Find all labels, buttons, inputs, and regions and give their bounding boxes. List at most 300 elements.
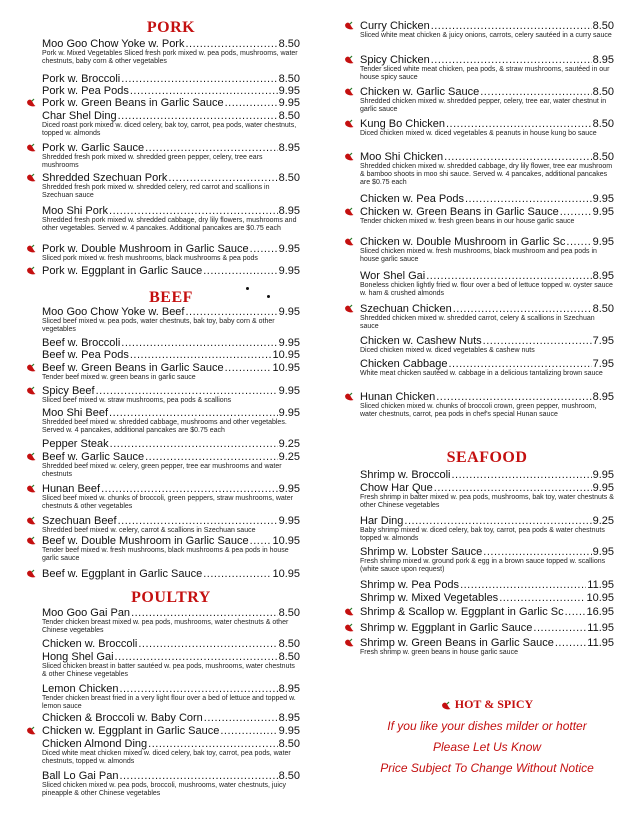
pepper-icon [26,173,36,183]
menu-item [42,638,300,650]
menu-item-name: Moo Shi Chicken [360,151,444,163]
menu-item [360,270,614,298]
menu-item-name: Shrimp & Scallop w. Eggplant in Garlic Sc [360,606,564,618]
menu-item [360,54,614,82]
menu-item-line [360,579,614,591]
menu-item-name: Pork w. Green Beans in Garlic Sauce [42,97,224,109]
pepper-icon [344,119,354,129]
menu-item-line [42,97,300,109]
menu-item-name: Lemon Chicken [42,683,119,695]
menu-item [42,607,300,635]
menu-item [42,362,300,382]
menu-item-line [42,712,300,724]
dot-leader [483,546,591,558]
menu-item-line [360,86,614,98]
menu-item-name: Szechuan Beef [42,515,117,527]
dot-leader [220,725,277,737]
menu-item-price: 10.95 [272,349,300,361]
menu-item-name: Moo Goo Chow Yoke w. Pork [42,38,185,50]
dot-leader [109,407,278,419]
menu-item-price: 16.95 [586,606,614,618]
menu-item-name: Szechuan Chicken [360,303,452,315]
menu-item-name: Shrimp w. Pea Pods [360,579,460,591]
menu-item-price: 8.50 [278,770,300,782]
menu-item [360,206,614,226]
menu-item [42,438,300,450]
dot-leader [130,349,272,361]
dot-leader [453,303,592,315]
menu-item [360,303,614,331]
menu-item-description: Sliced chicken mixed w. chunks of broccoli crown, green pepper, mushroom, water chestnuts, carrot, pea pods in chef's special Hunan sauce [360,403,597,418]
menu-item-name: Beef w. Eggplant in Garlic Sauce [42,568,203,580]
dot-leader [225,97,278,109]
dot-leader [119,770,277,782]
menu-item-name: Beef w. Green Beans in Garlic Sauce [42,362,224,374]
menu-item-line [360,118,614,130]
menu-item-line [42,438,300,450]
dot-leader [451,469,591,481]
dot-leader [131,607,278,619]
menu-item-name: Chicken w. Cashew Nuts [360,335,482,347]
menu-item-description: Sliced white meat chicken & juicy onions, carrots, celery sautéed in a curry sauce [360,32,612,39]
menu-item-name: Chicken w. Garlic Sauce [360,86,480,98]
menu-item-description: Tender beef mixed w. fresh mushrooms, black mushrooms & pea pods in house garlic sauce [42,547,289,562]
dot-leader [101,483,277,495]
menu-item-description: Sliced pork mixed w. fresh mushrooms, black mushrooms & pea pods [42,255,258,262]
menu-item-line [42,362,300,374]
menu-item-price: 8.50 [278,110,300,122]
menu-item-price: 9.95 [278,483,300,495]
dot-leader [121,337,277,349]
dot-leader [115,651,278,663]
menu-item-price: 9.95 [278,725,300,737]
menu-item [360,469,614,481]
pepper-icon [344,638,354,648]
menu-item-description: Diced roast pork mixed w. diced celery, bak toy, carrot, pea pods, water chestnuts, topped w. almonds [42,122,297,137]
menu-item-line [360,622,614,634]
menu-item-price: 9.95 [278,243,300,255]
menu-item-description: Tender chicken breast mixed w. pea pods, mushrooms, water chestnuts & other Chinese vegetables [42,619,289,634]
menu-item-name: Chicken & Broccoli w. Baby Corn [42,712,203,724]
menu-item-line [42,85,300,97]
menu-item-line [360,303,614,315]
dot-leader [203,265,277,277]
let-us-know-note: Please Let Us Know [432,740,542,754]
dot-leader [555,637,586,649]
menu-item [42,683,300,711]
pepper-icon [344,87,354,97]
menu-item-line [360,515,614,527]
menu-item-description: Shredded chicken mixed w. shredded pepper, celery, tree ear, water chestnut in garlic sauce [360,98,607,113]
ink-speck [246,287,249,290]
menu-item-price: 8.95 [278,205,300,217]
menu-item-price: 8.95 [278,712,300,724]
dot-leader [96,385,278,397]
menu-item-price: 9.95 [278,385,300,397]
menu-item-line [42,205,300,217]
menu-item-price: 8.50 [592,118,614,130]
menu-item-name: Hunan Chicken [360,391,436,403]
dot-leader [145,451,277,463]
menu-item [360,592,614,604]
menu-item-price: 9.95 [278,337,300,349]
menu-item-line [360,151,614,163]
pepper-icon [344,207,354,217]
menu-item-description: Shredded fresh pork mixed w. shredded green pepper, celery, tree ears mushrooms [42,154,263,169]
menu-item-name: Chicken w. Broccoli [42,638,138,650]
menu-item-name: Pork w. Eggplant in Garlic Sauce [42,265,203,277]
dot-leader [446,118,592,130]
menu-item-name: Char Shel Ding [42,110,117,122]
menu-item-price: 8.50 [278,651,300,663]
menu-item-name: Beef w. Broccoli [42,337,121,349]
menu-item-price: 11.95 [587,622,614,634]
menu-item-line [360,469,614,481]
menu-item-name: Moo Goo Gai Pan [42,607,131,619]
menu-item-name: Beef w. Double Mushroom in Garlic Sauce [42,535,249,547]
menu-item-price: 9.95 [278,515,300,527]
menu-item [360,358,614,378]
menu-item-description: Diced chicken mixed w. diced vegetables & peanuts in house kung bo sauce [360,130,597,137]
menu-item-price: 8.50 [278,73,300,85]
menu-item [360,118,614,138]
menu-item-line [360,20,614,32]
menu-item-line [360,606,614,618]
menu-item-description: Shredded fresh pork mixed w. shredded cabbage, dry lily flowers, mushrooms and other vegetables. Served w. 4 pancakes. Additional pancakes are $0.75 each [42,217,297,232]
menu-item-name: Wor Shel Gai [360,270,426,282]
menu-item-price: 8.50 [278,738,300,750]
menu-item-line [42,172,300,184]
menu-item [42,725,300,737]
menu-item [360,606,614,618]
menu-item [42,451,300,479]
menu-item-name: Spicy Chicken [360,54,430,66]
menu-item-description: Sliced beef mixed w. chunks of broccoli, green peppers, straw mushrooms, water chestnuts & other vegetables [42,495,293,510]
dot-leader [566,236,591,248]
menu-item-price: 8.50 [592,151,614,163]
menu-item-name: Shredded Szechuan Pork [42,172,168,184]
menu-item [360,20,614,40]
menu-item-name: Spicy Beef [42,385,95,397]
menu-item [360,579,614,591]
menu-item-line [42,738,300,750]
menu-item-name: Hunan Beef [42,483,101,495]
menu-item-price: 8.50 [278,638,300,650]
menu-item-price: 8.95 [592,270,614,282]
menu-item-name: Chicken w. Pea Pods [360,193,464,205]
menu-item-price: 9.95 [278,265,300,277]
dot-leader [250,535,272,547]
pepper-icon [26,386,36,396]
menu-item-description: Shredded fresh pork mixed w. shredded celery, red carrot and scallions in Szechuan sauce [42,184,270,199]
menu-item-name: Chicken Almond Ding [42,738,148,750]
dot-leader [499,592,585,604]
menu-item [360,335,614,355]
menu-item-line [360,592,614,604]
section-title-seafood: SEAFOOD [446,449,528,466]
dot-leader [185,306,277,318]
menu-item [360,86,614,114]
dot-leader [460,579,586,591]
menu-item-name: Chow Har Que [360,482,433,494]
pepper-icon [344,304,354,314]
menu-item-name: Curry Chicken [360,20,430,32]
menu-item-name: Pork w. Double Mushroom in Garlic Sauce [42,243,249,255]
menu-item [42,337,300,349]
menu-item-price: 10.95 [272,362,300,374]
menu-item [42,568,300,580]
dot-leader [203,568,271,580]
dot-leader [250,243,278,255]
pepper-icon [344,55,354,65]
menu-item-price: 8.50 [592,303,614,315]
menu-item-line [42,349,300,361]
dot-leader [138,638,277,650]
menu-item-line [360,482,614,494]
menu-item-description: Sliced beef mixed w. straw mushrooms, pea pods & scallions [42,397,232,404]
menu-item-line [42,515,300,527]
dot-leader [565,606,586,618]
menu-item-line [42,483,300,495]
section-title-pork: PORK [146,19,196,36]
dot-leader [426,270,591,282]
menu-item-price: 10.95 [272,535,300,547]
menu-item-price: 8.50 [278,172,300,184]
menu-item-line [42,770,300,782]
dot-leader [431,54,592,66]
menu-item-price: 11.95 [587,637,614,649]
menu-item-description: Sliced chicken mixed w. pea pods, broccoli, mushrooms, water chestnuts, juicy pineapple & other Chinese vegetables [42,782,286,797]
menu-item-line [42,725,300,737]
menu-item-name: Har Ding [360,515,404,527]
menu-item-price: 9.95 [592,236,614,248]
menu-item-name: Chicken w. Double Mushroom in Garlic Sc [360,236,566,248]
dot-leader [431,20,592,32]
menu-item-price: 9.95 [592,546,614,558]
dot-leader [121,73,277,85]
menu-item [42,770,300,798]
menu-item-name: Chicken w. Eggplant in Garlic Sauce [42,725,220,737]
pepper-icon [26,536,36,546]
hot-spicy-label: HOT & SPICY [454,697,534,711]
menu-item-line [42,73,300,85]
menu-item-line [42,683,300,695]
dot-leader [533,622,586,634]
menu-item-line [42,451,300,463]
menu-item-price: 7.95 [592,335,614,347]
menu-item [42,651,300,679]
pepper-icon [26,569,36,579]
menu-item-line [42,638,300,650]
menu-item-description: Fresh shrimp mixed w. ground pork & egg in a brown sauce topped w. scallions (white sauce upon request) [360,558,606,573]
menu-item-line [42,265,300,277]
menu-item [42,407,300,435]
menu-item-price: 9.95 [278,97,300,109]
menu-item [42,73,300,85]
pepper-icon [26,98,36,108]
menu-item-price: 10.95 [586,592,614,604]
menu-item-price: 9.95 [278,407,300,419]
pepper-icon [26,363,36,373]
menu-item [42,243,300,263]
menu-item-price: 9.95 [592,193,614,205]
menu-item-price: 8.95 [592,54,614,66]
menu-item-price: 9.95 [592,469,614,481]
dot-leader [118,110,278,122]
menu-item-price: 9.95 [592,206,614,218]
pepper-icon [344,21,354,31]
menu-item-price: 10.95 [272,568,300,580]
menu-item [360,515,614,543]
menu-item-price: 8.50 [278,38,300,50]
menu-item [42,483,300,511]
menu-item-price: 11.95 [587,579,614,591]
menu-item-description: Tender sliced white meat chicken, pea pods, & straw mushrooms, sautéed in our house spicy sauce [360,66,610,81]
dot-leader [560,206,592,218]
menu-item [42,265,300,277]
menu-item-name: Moo Shi Pork [42,205,109,217]
menu-item-name: Pork w. Broccoli [42,73,121,85]
menu-item-price: 9.95 [278,306,300,318]
menu-item-price: 8.95 [278,683,300,695]
menu-item-name: Shrimp w. Green Beans in Garlic Sauce [360,637,554,649]
menu-item-line [360,206,614,218]
menu-item-line [42,568,300,580]
dot-leader [148,738,277,750]
menu-item-name: Ball Lo Gai Pan [42,770,119,782]
menu-item-name: Shrimp w. Lobster Sauce [360,546,483,558]
dot-leader [119,683,277,695]
menu-item [42,172,300,200]
menu-item [360,236,614,264]
menu-item-line [360,193,614,205]
pepper-icon [344,152,354,162]
menu-item-description: Shredded chicken mixed w. shredded carrot, celery & scallions in Szechuan sauce [360,315,595,330]
menu-item-price: 9.25 [278,451,300,463]
menu-item-line [42,607,300,619]
menu-item-description: Baby shrimp mixed w. diced celery, bak toy, carrot, pea pods & water chestnuts topped w. almonds [360,527,605,542]
dot-leader [225,362,272,374]
menu-item [42,205,300,233]
section-title-beef: BEEF [149,289,193,306]
dot-leader [168,172,277,184]
menu-item-price: 9.25 [278,438,300,450]
menu-item [42,142,300,170]
pepper-icon [26,266,36,276]
dot-leader [448,358,591,370]
menu-item-description: Fresh shrimp w. green beans in house garlic sauce [360,649,518,656]
menu-item [42,738,300,766]
menu-item-name: Kung Bo Chicken [360,118,445,130]
dot-leader [465,193,592,205]
menu-item-name: Pepper Steak [42,438,109,450]
menu-item [360,637,614,657]
menu-item-line [360,335,614,347]
dot-leader [110,438,278,450]
menu-item [42,110,300,138]
menu-item-name: Chicken Cabbage [360,358,448,370]
dot-leader [480,86,591,98]
menu-item [42,385,300,405]
menu-item-line [360,236,614,248]
pepper-icon [26,452,36,462]
menu-item-line [360,637,614,649]
menu-item-description: Shredded chicken mixed w. shredded cabbage, dry lily flower, tree ear mushroom & bamboo shoots in moo shi sauce. Served w. 4 pancakes, additional pancakes are $0.75 each [360,163,613,186]
dot-leader [434,482,592,494]
menu-item-line [360,270,614,282]
menu-item-description: Diced chicken mixed w. diced vegetables & cashew nuts [360,347,535,354]
menu-item-description: Sliced beef mixed w. pea pods, water chestnuts, bak toy, baby corn & other vegetables [42,318,275,333]
pepper-icon [344,237,354,247]
menu-item-description: Shredded beef mixed w. celery, green pepper, tree ear mushrooms and water chestnuts [42,463,282,478]
menu-item-price: 8.50 [278,607,300,619]
menu-item-line [360,546,614,558]
menu-item [360,151,614,187]
pepper-icon [26,244,36,254]
hot-spicy-legend [360,697,614,712]
price-change-note: Price Subject To Change Without Notice [380,761,594,775]
menu-item-description: Boneless chicken lightly fried w. flour over a bed of lettuce topped w. oyster sauce w. ham & crushed almonds [360,282,613,297]
milder-hotter-note: If you like your dishes milder or hotter [387,719,587,733]
dot-leader [118,515,278,527]
menu-item [360,546,614,574]
menu-item-name: Shrimp w. Eggplant in Garlic Sauce [360,622,533,634]
menu-item-price: 7.95 [592,358,614,370]
menu-item-name: Shrimp w. Mixed Vegetables [360,592,499,604]
menu-item-price: 8.50 [592,20,614,32]
menu-item [42,349,300,361]
menu-item-line [42,385,300,397]
menu-item [42,306,300,334]
section-title-poultry: POULTRY [131,589,211,606]
menu-item [42,515,300,535]
menu-item [42,535,300,563]
menu-item-description: Fresh shrimp in batter mixed w. pea pods, mushrooms, bak toy, water chestnuts & other Chinese vegetables [360,494,614,509]
menu-item-line [360,358,614,370]
menu-item-price: 9.25 [592,515,614,527]
menu-item-name: Beef w. Garlic Sauce [42,451,145,463]
menu-item-price: 8.95 [278,142,300,154]
menu-item-line [42,38,300,50]
menu-item-price: 8.95 [592,391,614,403]
dot-leader [145,142,277,154]
pepper-icon [26,143,36,153]
menu-item-line [42,142,300,154]
dot-leader [404,515,591,527]
pepper-icon [344,607,354,617]
menu-item-description: Tender chicken mixed w. fresh green beans in our house garlic sauce [360,218,575,225]
ink-speck [267,295,270,298]
menu-item-line [42,407,300,419]
menu-item-price: 8.50 [592,86,614,98]
pepper-icon [26,484,36,494]
menu-item-description: Sliced chicken breast in batter sautéed w. pea pods, mushrooms, water chestnuts & other Chinese vegetables [42,663,295,678]
pepper-icon [441,700,451,710]
menu-item-description: Tender chicken breast fried in a very light flour over a bed of lettuce and topped w. lemon sauce [42,695,296,710]
menu-item-name: Beef w. Pea Pods [42,349,129,361]
dot-leader [483,335,592,347]
menu-item-line [42,651,300,663]
menu-item-line [42,337,300,349]
menu-item-name: Hong Shel Gai [42,651,114,663]
menu-item [360,391,614,419]
menu-item-description: Pork w. Mixed Vegetables Sliced fresh pork mixed w. pea pods, mushrooms, water chestnuts, baby corn & other vegetables [42,50,298,65]
dot-leader [436,391,591,403]
menu-item [42,712,300,724]
menu-item-line [42,110,300,122]
menu-item-line [42,243,300,255]
menu-item [360,622,614,634]
